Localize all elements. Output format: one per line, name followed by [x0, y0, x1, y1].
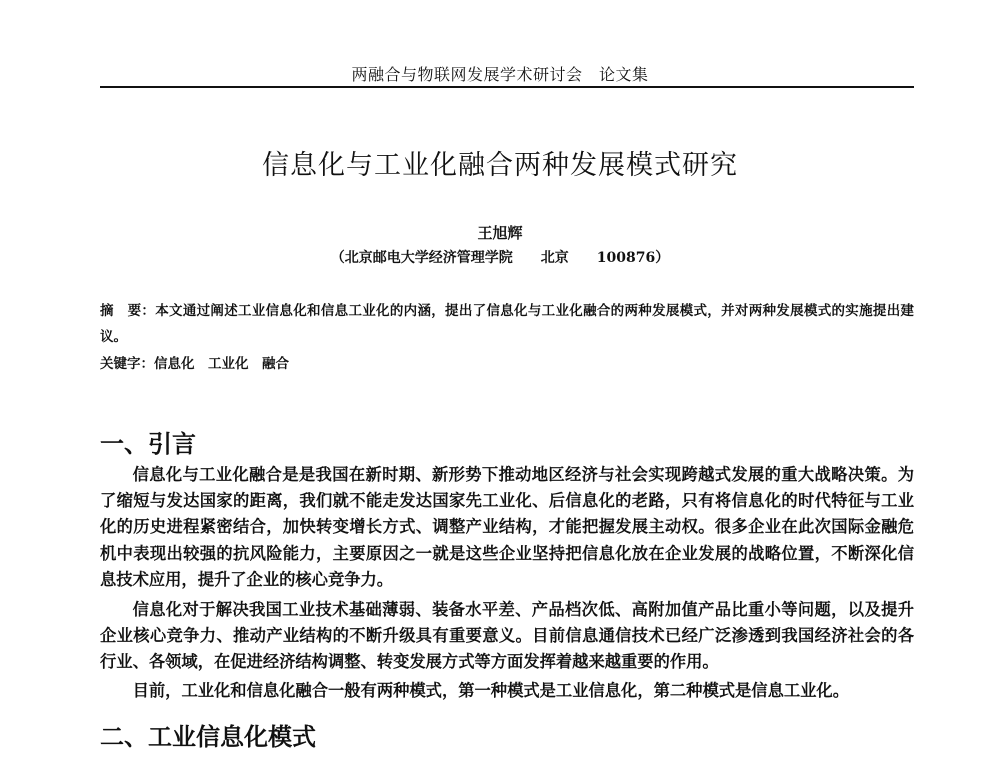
body-paragraph: 信息化与工业化融合是是我国在新时期、新形势下推动地区经济与社会实现跨越式发展的重大战略决策。为了缩短与发达国家的距离，我们就不能走发达国家先工业化、后信息化的老路，只有将信息化的时代特征与工业化的历史进程紧密结合，加快转变增长方式、调整产业结构，才能把握发展主动权。很多企业在此次国际金融危机中表现出较强的抗风险能力，主要原因之一就是这些企业坚持把信息化放在企业发展的战略位置，不断深化信息技术应用，提升了企业的核心竞争力。 [100, 465, 914, 589]
section-heading-introduction: 一、引言 [100, 430, 196, 458]
keywords-text: 信息化 工业化 融合 [154, 356, 289, 372]
abstract-text: 本文通过阐述工业信息化和信息工业化的内涵，提出了信息化与工业化融合的两种发展模式，并对两种发展模式的实施提出建议。 [100, 303, 915, 345]
running-header: 两融合与物联网发展学术研讨会 论文集 [351, 65, 649, 84]
abstract [100, 298, 914, 350]
paper-title: 信息化与工业化融合两种发展模式研究 [262, 150, 738, 181]
author-name: 王旭辉 [477, 224, 523, 242]
header-rule [100, 86, 914, 88]
abstract-label: 摘 要： [100, 303, 156, 319]
body-paragraph: 目前，工业化和信息化融合一般有两种模式，第一种模式是工业信息化，第二种模式是信息工业化。 [132, 681, 849, 700]
body-paragraph: 信息化对于解决我国工业技术基础薄弱、装备水平差、产品档次低、高附加值产品比重小等问题，以及提升企业核心竞争力、推动产业结构的不断升级具有重要意义。目前信息通信技术已经广泛渗透到我国经济社会的各行业、各领域，在促进经济结构调整、转变发展方式等方面发挥着越来越重要的作用。 [100, 600, 914, 672]
keywords [100, 352, 914, 372]
author-affiliation: （北京邮电大学经济管理学院 北京 100876） [330, 250, 670, 266]
keywords-label: 关键字： [100, 356, 154, 372]
section-heading-industrial-informatization: 二、工业信息化模式 [100, 723, 316, 751]
